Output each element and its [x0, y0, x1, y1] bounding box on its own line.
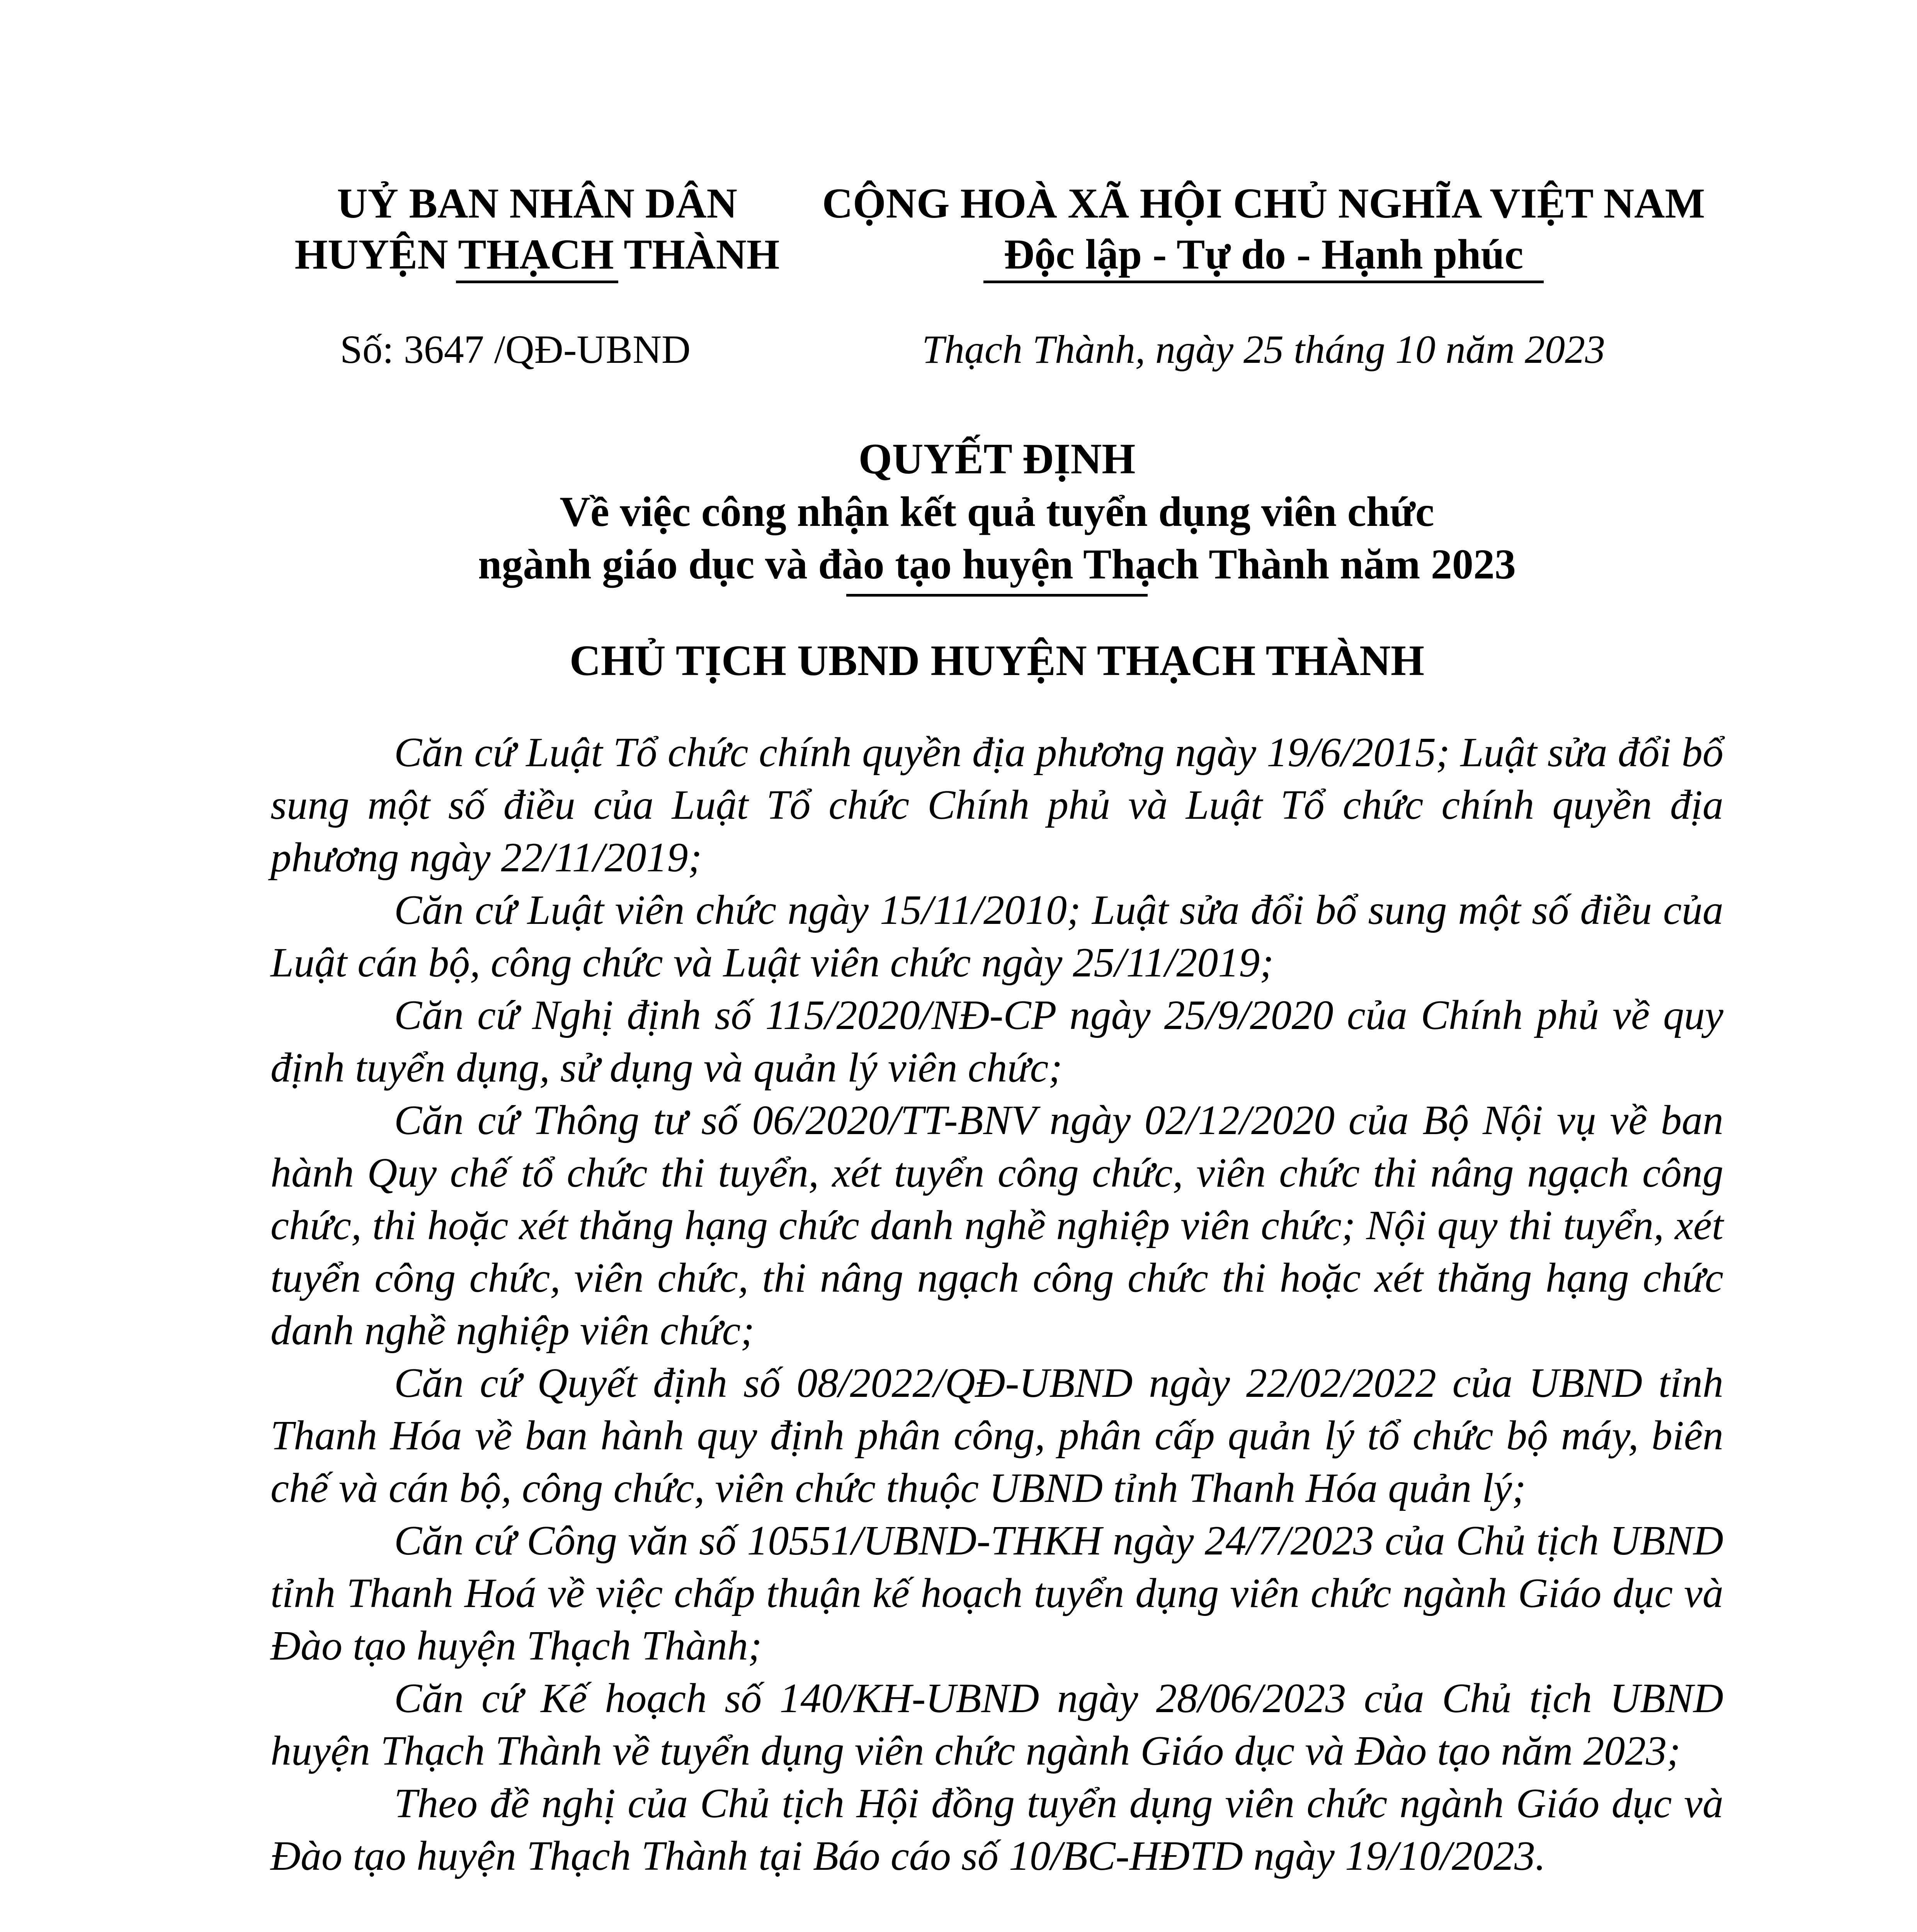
decision-subject-line-1: Về việc công nhận kết quả tuyển dụng viên chức: [560, 488, 1434, 535]
agency-line-2: HUYỆN THẠCH THÀNH: [294, 231, 780, 278]
legal-basis-item: Căn cứ Thông tư số 06/2020/TT-BNV ngày 02/12/2020 của Bộ Nội vụ về ban hành Quy chế tổ chức thi tuyển, xét tuyển công chức, viên chức thi nâng ngạch công chức, thi hoặc xét thăng hạng chức danh nghề nghiệp viên chức; Nội quy thi tuyển, xét tuyển công chức, viên chức, thi nâng ngạch công chức thi hoặc xét thăng hạng chức danh nghề nghiệp viên chức;: [270, 1097, 1723, 1354]
legal-basis-item: Căn cứ Luật Tổ chức chính quyền địa phương ngày 19/6/2015; Luật sửa đổi bổ sung một số điều của Luật Tổ chức Chính phủ và Luật Tổ chức chính quyền địa phương ngày 22/11/2019;: [270, 730, 1723, 881]
issuing-authority: CHỦ TỊCH UBND HUYỆN THẠCH THÀNH: [569, 637, 1425, 685]
legal-basis-item: Căn cứ Quyết định số 08/2022/QĐ-UBND ngày 22/02/2022 của UBND tỉnh Thanh Hóa về ban hành quy định phân công, phân cấp quản lý tổ chức bộ máy, biên chế và cán bộ, công chức, viên chức thuộc UBND tỉnh Thanh Hóa quản lý;: [270, 1360, 1723, 1511]
decision-title: [270, 433, 1723, 590]
title-underline: [846, 594, 1148, 597]
national-title: [811, 178, 1716, 280]
national-motto: Độc lập - Tự do - Hạnh phúc: [1004, 231, 1524, 278]
agency-underline: [456, 281, 618, 283]
decision-title-main: QUYẾT ĐỊNH: [858, 435, 1136, 483]
legal-basis-item: Căn cứ Công văn số 10551/UBND-THKH ngày 24/7/2023 của Chủ tịch UBND tỉnh Thanh Hoá về việc chấp thuận kế hoạch tuyển dụng viên chức ngành Giáo dục và Đào tạo huyện Thạch Thành;: [270, 1518, 1723, 1669]
legal-basis-item: Căn cứ Nghị định số 115/2020/NĐ-CP ngày 25/9/2020 của Chính phủ về quy định tuyển dụng, sử dụng và quản lý viên chức;: [270, 992, 1723, 1091]
legal-bases: [270, 726, 1723, 1883]
motto-underline: [983, 281, 1544, 283]
agency-line-1: UỶ BAN NHÂN DÂN: [337, 180, 737, 227]
place-and-date: Thạch Thành, ngày 25 tháng 10 năm 2023: [922, 327, 1605, 372]
document-number: Số: 3647 /QĐ-UBND: [340, 327, 691, 372]
country-name: CỘNG HOÀ XÃ HỘI CHỦ NGHĨA VIỆT NAM: [822, 180, 1705, 227]
legal-basis-item: Theo đề nghị của Chủ tịch Hội đồng tuyển dụng viên chức ngành Giáo dục và Đào tạo huyện Thạch Thành tại Báo cáo số 10/BC-HĐTD ngày 19/10/2023.: [270, 1781, 1723, 1879]
legal-basis-item: Căn cứ Luật viên chức ngày 15/11/2010; Luật sửa đổi bổ sung một số điều của Luật cán bộ, công chức và Luật viên chức ngày 25/11/2019;: [270, 887, 1723, 986]
decision-subject-line-2: ngành giáo dục và đào tạo huyện Thạch Thành năm 2023: [478, 541, 1516, 588]
issuing-agency: [286, 178, 788, 280]
legal-basis-item: Căn cứ Kế hoạch số 140/KH-UBND ngày 28/06/2023 của Chủ tịch UBND huyện Thạch Thành về tuyển dụng viên chức ngành Giáo dục và Đào tạo năm 2023;: [270, 1675, 1723, 1774]
